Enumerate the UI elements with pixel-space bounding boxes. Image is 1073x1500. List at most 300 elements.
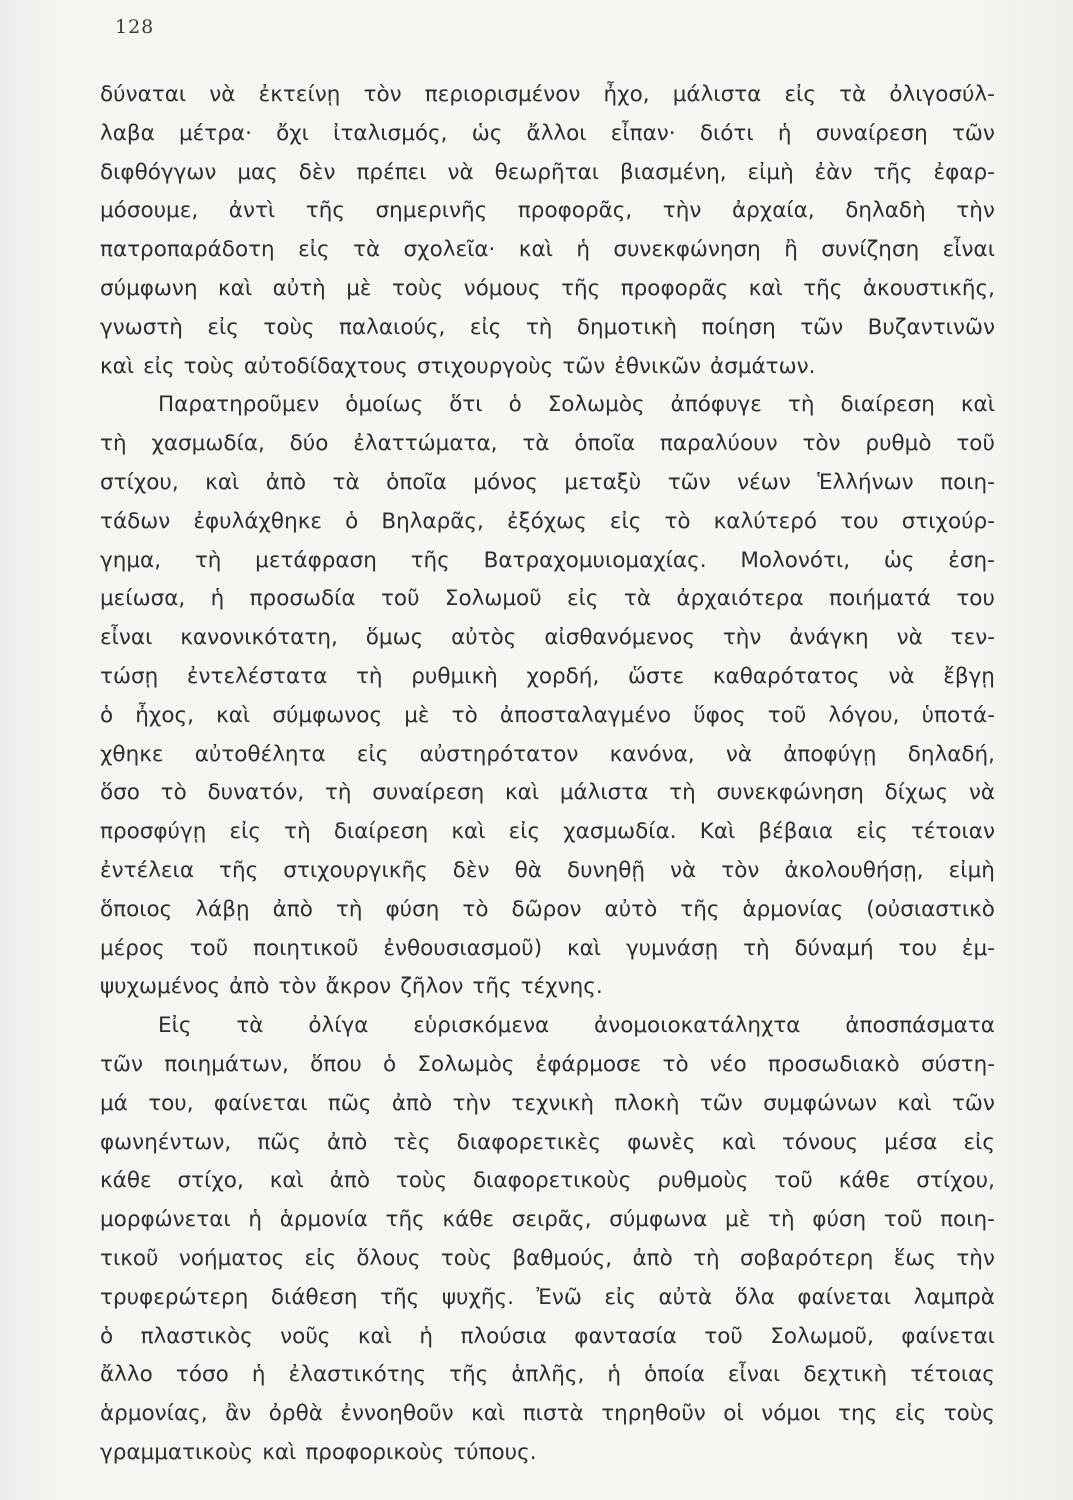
word: σύστη- bbox=[920, 1051, 995, 1077]
word: ἀπὸ bbox=[632, 1245, 673, 1271]
word: νέων bbox=[737, 469, 791, 495]
word: μέρος bbox=[100, 935, 165, 961]
word: ἀπὸ bbox=[391, 1090, 433, 1116]
word: δημοτικὴ bbox=[576, 314, 678, 340]
word: ἄλλοι bbox=[526, 120, 587, 146]
word: τὴ bbox=[335, 896, 363, 922]
word: τὴ bbox=[355, 663, 383, 689]
word: ἡ bbox=[576, 237, 590, 263]
word: εἰς bbox=[856, 819, 888, 845]
word: βέβαια bbox=[758, 819, 834, 845]
word: στιχούρ- bbox=[901, 508, 995, 534]
word: συνεκφώνηση bbox=[716, 780, 864, 806]
word: πλούσια bbox=[460, 1323, 547, 1349]
word: Σολωμὸς bbox=[547, 392, 645, 418]
word: ἡ bbox=[210, 586, 225, 612]
text-line bbox=[100, 619, 995, 658]
word: μάλιστα bbox=[672, 82, 762, 107]
word: λάβῃ bbox=[195, 896, 250, 922]
word: ἀκολουθήσῃ, bbox=[784, 857, 924, 883]
word: τὴ bbox=[669, 780, 696, 806]
word: αὐτὸ bbox=[604, 896, 658, 922]
word: εἶναι bbox=[100, 625, 153, 651]
word: τῆς bbox=[380, 1284, 420, 1310]
word: τὰ bbox=[623, 586, 652, 612]
word: αὐτὴ bbox=[272, 275, 326, 301]
word: καὶ bbox=[269, 1168, 304, 1194]
word: ὁ bbox=[100, 702, 114, 728]
word: τέτοιαν bbox=[910, 819, 995, 845]
word: τῶν bbox=[562, 353, 606, 379]
text-line bbox=[100, 542, 995, 581]
word: ἀπὸ bbox=[329, 1168, 371, 1194]
word: ἀρχαία, bbox=[731, 198, 815, 224]
word: διαίρεση bbox=[333, 819, 429, 845]
word: ἐφαρ- bbox=[933, 159, 995, 185]
word: ποίηση bbox=[701, 314, 776, 340]
word: Παρατηροῦμεν bbox=[158, 392, 320, 418]
word: τῶν bbox=[100, 1051, 143, 1077]
word: μεταξὺ bbox=[564, 469, 642, 495]
word: εἰς bbox=[469, 314, 502, 340]
word: τόνους bbox=[781, 1129, 859, 1155]
word: γραμματικοὺς bbox=[100, 1439, 254, 1465]
word: τὴ bbox=[525, 314, 553, 340]
word: αὐτὰ bbox=[658, 1284, 713, 1310]
word: τηρηθοῦν bbox=[601, 1401, 706, 1427]
word: συναίρεση bbox=[815, 120, 928, 146]
word: εἰς bbox=[784, 82, 816, 107]
word: αὐτοδίδαχτους bbox=[243, 353, 408, 379]
word: καὶ bbox=[721, 1129, 756, 1155]
word: παλαιούς, bbox=[339, 314, 446, 340]
word: ἐμ- bbox=[961, 935, 995, 961]
word: τὸ bbox=[160, 780, 187, 806]
word: τοῦ bbox=[704, 1323, 743, 1349]
text-line bbox=[100, 1085, 995, 1124]
word: λαμπρὰ bbox=[913, 1284, 995, 1310]
word: τῆς bbox=[305, 198, 345, 224]
word: τὸν bbox=[363, 82, 402, 107]
word: μέσα bbox=[884, 1129, 938, 1155]
word: ἀκουστικῆς, bbox=[862, 275, 995, 301]
word: κανόνα, bbox=[609, 741, 695, 767]
word: τοὺς bbox=[263, 314, 315, 340]
word: ἁπλῆς, bbox=[511, 1362, 585, 1388]
word: εἶναι bbox=[942, 237, 995, 263]
word: ζῆλον bbox=[400, 974, 464, 1000]
word: τάδων bbox=[100, 508, 171, 534]
word: θὰ bbox=[514, 857, 542, 883]
word: σημερινῆς bbox=[375, 198, 488, 224]
word: εἰμὴ bbox=[747, 159, 794, 185]
word: δηλαδὴ bbox=[845, 198, 926, 224]
word: ψυχῆς. bbox=[441, 1284, 514, 1310]
word: τὰ bbox=[839, 82, 867, 107]
word: τὲς bbox=[393, 1129, 431, 1155]
word: πρέπει bbox=[356, 159, 427, 185]
word: πλοκὴ bbox=[614, 1090, 680, 1116]
word: τὸν bbox=[802, 431, 841, 457]
word: εἰς bbox=[567, 586, 599, 612]
word: δῶρον bbox=[511, 896, 582, 922]
word: Σολωμοῦ, bbox=[770, 1323, 874, 1349]
word: πῶς bbox=[327, 1090, 372, 1116]
word: εἰς bbox=[963, 1129, 995, 1155]
word: τὸ bbox=[662, 1051, 689, 1077]
word: λαβα bbox=[100, 120, 155, 146]
word: μας bbox=[237, 159, 278, 185]
word: τὴν bbox=[956, 1245, 995, 1271]
text-line bbox=[100, 891, 995, 930]
word: εἰς bbox=[894, 1401, 927, 1427]
word: περιορισμένον bbox=[424, 82, 581, 107]
text-line bbox=[100, 425, 995, 464]
word: συνεκφώνηση bbox=[613, 237, 761, 263]
word: τῶν bbox=[667, 469, 711, 495]
text-line bbox=[100, 580, 995, 619]
text-line bbox=[100, 1240, 995, 1279]
word: ὁ bbox=[100, 1323, 114, 1349]
word: ἐλαστικότης bbox=[288, 1362, 426, 1388]
word: διότι bbox=[699, 120, 754, 146]
word: νοήματος bbox=[178, 1245, 285, 1271]
word: μά bbox=[100, 1090, 128, 1116]
word: φωνηέντων, bbox=[100, 1129, 232, 1155]
word: καὶ bbox=[518, 237, 553, 263]
text-line bbox=[100, 968, 995, 1007]
text-line bbox=[100, 1046, 995, 1085]
word: ἀντὶ bbox=[228, 198, 276, 224]
word: ἀρχαιότερα bbox=[676, 586, 804, 612]
word: συναίρεση bbox=[372, 780, 485, 806]
word: καὶ bbox=[451, 819, 486, 845]
word: μὲ bbox=[404, 702, 430, 728]
word: ἀνάγκη bbox=[789, 625, 869, 651]
word: καὶ bbox=[960, 392, 995, 418]
word: του, bbox=[148, 1090, 194, 1116]
word: εἶναι bbox=[727, 1362, 781, 1388]
word: σύμφωνος bbox=[272, 702, 383, 728]
word: ὅτι bbox=[449, 392, 483, 418]
word: εὑρισκόμενα bbox=[413, 1013, 550, 1039]
word: ἰταλισμός, bbox=[333, 120, 448, 146]
word: τῆς bbox=[385, 1207, 425, 1233]
word: Ἐνῶ bbox=[536, 1284, 582, 1310]
word: τοῦ bbox=[380, 586, 420, 612]
word: δηλαδή, bbox=[907, 741, 995, 767]
word: τικοῦ bbox=[100, 1245, 159, 1271]
word: ἂν bbox=[225, 1401, 252, 1427]
word: Σολωμὸς bbox=[417, 1051, 515, 1077]
word: δὲν bbox=[298, 159, 336, 185]
word: ποιη- bbox=[940, 1207, 995, 1233]
word: σοβαρότερη bbox=[740, 1245, 874, 1271]
word: ἡ bbox=[777, 120, 792, 146]
word: φαίνεται bbox=[797, 1284, 892, 1310]
word: δίχως bbox=[884, 780, 949, 806]
text-line bbox=[100, 76, 995, 115]
word: ἀνομοιοκατάληχτα bbox=[594, 1013, 801, 1039]
word: αἰσθανόμενος bbox=[544, 625, 695, 651]
word: σύμφωνα bbox=[609, 1207, 708, 1233]
word: εἶπαν· bbox=[610, 120, 676, 146]
text-line bbox=[100, 348, 995, 387]
word: ἀπὸ bbox=[229, 974, 270, 1000]
word: μείωσα, bbox=[100, 586, 186, 612]
word: καὶ bbox=[262, 1439, 297, 1465]
word: ἢ bbox=[784, 237, 798, 263]
word: ἡ bbox=[248, 1207, 263, 1233]
word: νὰ bbox=[968, 780, 995, 806]
word: τὴν bbox=[452, 1090, 492, 1116]
word: μορφώνεται bbox=[100, 1207, 231, 1233]
word: αὐστηρότατον bbox=[419, 741, 579, 767]
word: τῶν bbox=[800, 314, 844, 340]
word: καὶ bbox=[216, 702, 251, 728]
word: δεχτικὴ bbox=[803, 1362, 888, 1388]
word: οἱ bbox=[723, 1401, 744, 1427]
word: ἀπὸ bbox=[265, 469, 307, 495]
word: πατροπαράδοτη bbox=[100, 237, 275, 263]
word: ὅλους bbox=[356, 1245, 421, 1271]
word: διάθεση bbox=[270, 1284, 358, 1310]
text-line bbox=[100, 115, 995, 154]
word: προφορᾶς bbox=[620, 275, 729, 301]
word: νὰ bbox=[725, 741, 753, 767]
word: τὴ bbox=[284, 819, 311, 845]
word: ὀρθὰ bbox=[268, 1401, 323, 1427]
word: ἐφάρμοσε bbox=[535, 1051, 642, 1077]
word: ἐξόχως bbox=[506, 508, 587, 534]
word: του bbox=[956, 586, 995, 612]
word: φωνὲς bbox=[627, 1129, 696, 1155]
word: τόσο bbox=[175, 1362, 229, 1388]
word: ἁρμονίας, bbox=[100, 1401, 208, 1427]
word: δυνηθῇ bbox=[566, 857, 645, 883]
word: νὰ bbox=[209, 82, 236, 107]
word: βιασμένη, bbox=[620, 159, 727, 185]
word: καὶ bbox=[100, 353, 135, 379]
word: ποιητικοῦ bbox=[253, 935, 359, 961]
word: μὲ bbox=[346, 275, 372, 301]
word: προσφύγῃ bbox=[100, 819, 207, 845]
word: ὑποτά- bbox=[921, 702, 995, 728]
word: καὶ bbox=[504, 780, 540, 806]
word: Βυζαντινῶν bbox=[867, 314, 995, 340]
word: ἐθνικῶν bbox=[614, 353, 702, 379]
word: τῆς bbox=[680, 896, 720, 922]
word: νόμους bbox=[463, 275, 541, 301]
text-line bbox=[100, 1434, 995, 1473]
word: ὕφος bbox=[693, 702, 746, 728]
word: ἡ bbox=[607, 1362, 622, 1388]
text-line bbox=[100, 1395, 995, 1434]
text-line bbox=[100, 270, 995, 309]
word: ἐφυλάχθηκε bbox=[193, 508, 323, 534]
text-line bbox=[100, 1279, 995, 1318]
word: Καὶ bbox=[699, 819, 736, 845]
word: δύναται bbox=[100, 82, 187, 107]
word: κάθε bbox=[100, 1168, 152, 1194]
word: μόσουμε, bbox=[100, 198, 199, 224]
word: ἀποσπάσματα bbox=[845, 1013, 995, 1039]
word: τῶν bbox=[951, 120, 995, 146]
word: ἐντελέστατα bbox=[186, 663, 328, 689]
word: τοὺς bbox=[943, 1401, 995, 1427]
word: ὁ bbox=[383, 1051, 397, 1077]
word: τῆς bbox=[472, 974, 512, 1000]
word: δύο bbox=[289, 431, 329, 457]
word: ἀπὸ bbox=[272, 896, 313, 922]
word: τὴ bbox=[100, 431, 127, 457]
word: τοὺς bbox=[391, 275, 444, 301]
word: δύναμή bbox=[794, 935, 874, 961]
word: ὁ bbox=[345, 508, 359, 534]
word: τὸ bbox=[462, 896, 489, 922]
word: ἐλαττώματα, bbox=[353, 431, 498, 457]
word: τεχνικὴ bbox=[511, 1090, 594, 1116]
word: καὶ bbox=[566, 935, 602, 961]
word: χασμωδία. bbox=[563, 819, 677, 845]
word: της bbox=[838, 1401, 878, 1427]
word: ἀπόφυγε bbox=[670, 392, 762, 418]
text-line bbox=[100, 1201, 995, 1240]
word: ὁποία bbox=[644, 1362, 705, 1388]
word: ρυθμοὺς bbox=[657, 1168, 749, 1194]
word: ποιη- bbox=[940, 469, 995, 495]
word: τὴ bbox=[693, 1245, 720, 1271]
word: ρυθμικὴ bbox=[411, 663, 498, 689]
word: γημα, bbox=[100, 547, 162, 573]
word: παραλύουν bbox=[659, 431, 778, 457]
word: του bbox=[840, 508, 879, 534]
word: τὸν bbox=[721, 857, 760, 883]
word: τὰ bbox=[353, 237, 381, 263]
word: Βατραχομυιομαχίας. bbox=[483, 547, 707, 573]
word: φαίνεται bbox=[213, 1090, 308, 1116]
word: ψυχωμένος bbox=[100, 974, 221, 1000]
text-line bbox=[100, 1124, 995, 1163]
word: τὴ bbox=[787, 392, 815, 418]
word: τοὺς bbox=[183, 353, 235, 379]
word: τὰ bbox=[332, 469, 360, 495]
word: τοῦ bbox=[956, 431, 995, 457]
word: εἰμὴ bbox=[948, 857, 995, 883]
word: ἁρμονίας bbox=[742, 896, 844, 922]
word: Μολονότι, bbox=[740, 547, 851, 573]
word: τὰ bbox=[236, 1013, 264, 1039]
word: γνωστὴ bbox=[100, 314, 183, 340]
page-number: 128 bbox=[115, 16, 155, 38]
word: προφορᾶς, bbox=[517, 198, 633, 224]
word: εἰς bbox=[609, 508, 642, 534]
word: ὁ bbox=[508, 392, 522, 418]
word: ἐννοηθοῦν bbox=[340, 1401, 454, 1427]
word: τοῦ bbox=[189, 935, 229, 961]
word: στιχουργοὺς bbox=[416, 353, 554, 379]
word: νὰ bbox=[888, 663, 915, 689]
word: πιστὰ bbox=[522, 1401, 584, 1427]
word: τρυφερώτερη bbox=[100, 1284, 249, 1310]
text-line bbox=[100, 736, 995, 775]
word: ὅλα bbox=[734, 1284, 775, 1310]
word: καὶ bbox=[357, 1323, 392, 1349]
word: εἰς bbox=[304, 1245, 337, 1271]
word: τῆς bbox=[410, 547, 450, 573]
word: στίχου, bbox=[916, 1168, 995, 1194]
word: τύπους. bbox=[453, 1439, 537, 1465]
word: προσωδία bbox=[249, 586, 356, 612]
word: καλύτερό bbox=[713, 508, 817, 534]
word: ὅσο bbox=[100, 780, 140, 806]
word: τὴ bbox=[768, 1207, 795, 1233]
word: ὅπου bbox=[310, 1051, 362, 1077]
text-line bbox=[100, 231, 995, 270]
word: τῶν bbox=[699, 1090, 743, 1116]
text-line bbox=[100, 386, 995, 425]
word: γυμνάσῃ bbox=[625, 935, 719, 961]
word: σειρᾶς, bbox=[511, 1207, 592, 1233]
text-line bbox=[100, 154, 995, 193]
word: φαίνεται bbox=[901, 1323, 995, 1349]
word: διαίρεση bbox=[840, 392, 935, 418]
word: τοὺς bbox=[440, 1245, 493, 1271]
word: φύση bbox=[385, 896, 440, 922]
word: διαφορετικοὺς bbox=[473, 1168, 632, 1194]
word: χθηκε bbox=[100, 741, 164, 767]
word: τῆς bbox=[561, 275, 601, 301]
word: τῆς bbox=[873, 159, 913, 185]
word: ἁρμονία bbox=[279, 1207, 368, 1233]
word: ἦχο, bbox=[603, 82, 650, 107]
word: στίχου, bbox=[100, 469, 179, 495]
word: τὴν bbox=[662, 198, 702, 224]
word: ἐση- bbox=[948, 547, 995, 573]
word: του bbox=[898, 935, 938, 961]
word: ἄλλο bbox=[100, 1362, 153, 1388]
text-line bbox=[100, 503, 995, 542]
text-line bbox=[100, 464, 995, 503]
word: διφθόγγων bbox=[100, 159, 217, 185]
word: ἀσμάτων. bbox=[710, 353, 816, 379]
word: μάλιστα bbox=[559, 780, 649, 806]
word: τὴ bbox=[324, 780, 352, 806]
word: ἐκτείνῃ bbox=[258, 82, 341, 107]
word: προφορικοὺς bbox=[305, 1439, 445, 1465]
word: ἄκρον bbox=[325, 974, 392, 1000]
word: νόμοι bbox=[761, 1401, 821, 1427]
word: ὁποῖα bbox=[386, 469, 447, 495]
word: τοῦ bbox=[774, 1168, 813, 1194]
word: ὁμοίως bbox=[345, 392, 424, 418]
word: ποιήματά bbox=[829, 586, 931, 612]
word: ὥστε bbox=[627, 663, 685, 689]
word: ἡ bbox=[251, 1362, 266, 1388]
text-line bbox=[100, 1162, 995, 1201]
word: νὰ bbox=[896, 625, 923, 651]
word: βαθμούς, bbox=[512, 1245, 613, 1271]
word: ποιημάτων, bbox=[164, 1051, 289, 1077]
text-line bbox=[100, 774, 995, 813]
word: τὴ bbox=[743, 935, 770, 961]
text-line bbox=[100, 1007, 995, 1046]
word: ὅμως bbox=[365, 625, 424, 651]
word: χορδή, bbox=[526, 663, 600, 689]
text-line bbox=[100, 192, 995, 231]
word: συνίζηση bbox=[821, 237, 920, 263]
word: τέχνης. bbox=[520, 974, 603, 1000]
